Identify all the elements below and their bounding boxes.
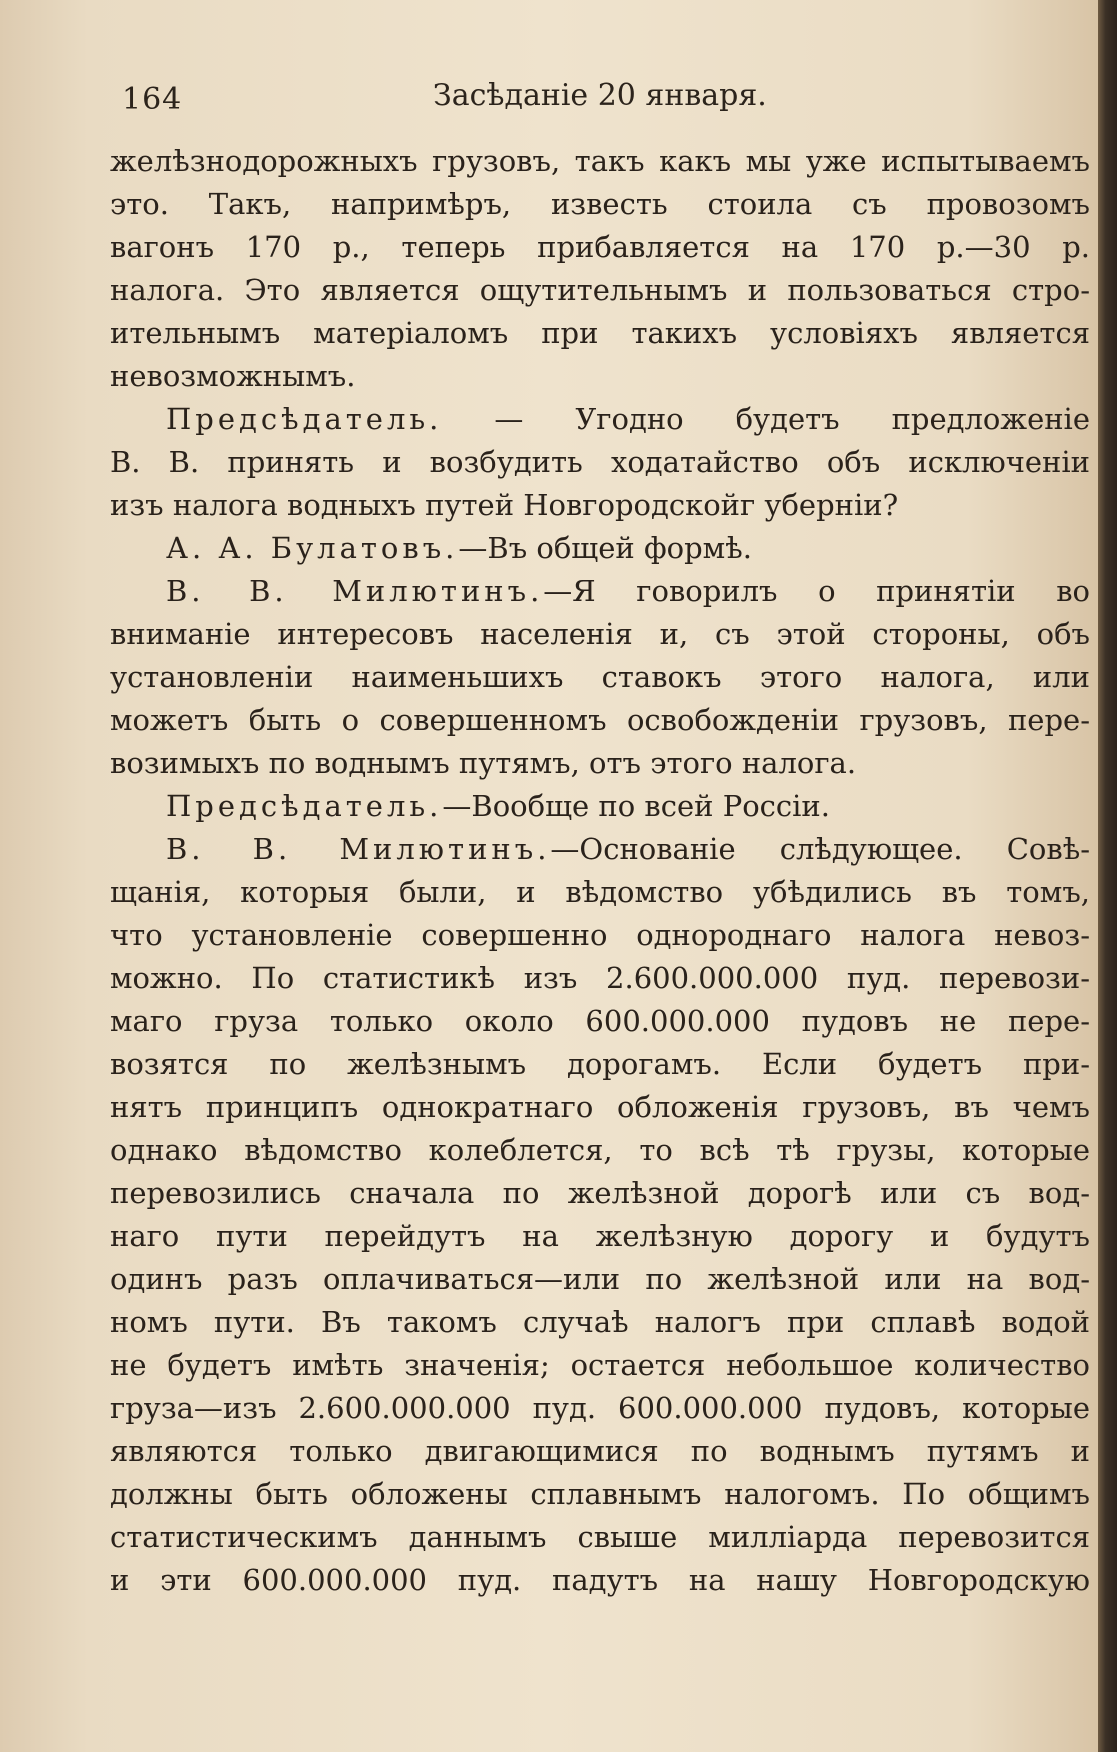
text-line: [110, 484, 1090, 527]
line-text: —Основаніе слѣдующее. Совѣ-: [550, 832, 1090, 866]
text-line: [110, 1086, 1090, 1129]
text-line: [110, 1000, 1090, 1043]
page-header: [110, 72, 1085, 132]
text-line: [110, 269, 1090, 312]
line-text: статистическимъ даннымъ свыше милліарда перевозится: [110, 1520, 1090, 1554]
text-line: [110, 1516, 1090, 1559]
line-text: это. Такъ, напримѣръ, известь стоила съ провозомъ: [110, 187, 1090, 221]
text-line: [110, 613, 1090, 656]
line-text: являются только двигающимися по воднымъ путямъ и: [110, 1434, 1090, 1468]
line-text: что установленіе совершенно однороднаго налога невоз-: [110, 918, 1090, 952]
line-text: вниманіе интересовъ населенія и, съ этой стороны, объ: [110, 617, 1090, 651]
line-text: возятся по желѣзнымъ дорогамъ. Если будетъ при-: [110, 1047, 1090, 1081]
text-line: [110, 1301, 1090, 1344]
line-text: нятъ принципъ однократнаго обложенія грузовъ, въ чемъ: [110, 1090, 1090, 1124]
speaker-name: Предсѣдатель.: [166, 789, 443, 823]
line-text: щанія, которыя были, и вѣдомство убѣдились въ томъ,: [110, 875, 1090, 909]
line-text: перевозились сначала по желѣзной дорогѣ или съ вод-: [110, 1176, 1090, 1210]
text-line: [110, 656, 1090, 699]
line-text: можетъ быть о совершенномъ освобожденіи грузовъ, пере-: [110, 703, 1090, 737]
line-text: должны быть обложены сплавнымъ налогомъ. По общимъ: [110, 1477, 1090, 1511]
line-text: и эти 600.000.000 пуд. падутъ на нашу Новгородскую: [110, 1563, 1090, 1597]
text-line: [110, 957, 1090, 1000]
text-line: [110, 1258, 1090, 1301]
text-line: [110, 1387, 1090, 1430]
line-text: желѣзнодорожныхъ грузовъ, такъ какъ мы уже испытываемъ: [110, 144, 1090, 178]
line-text: номъ пути. Въ такомъ случаѣ налогъ при сплавѣ водой: [110, 1305, 1090, 1339]
speaker-line: [110, 570, 1090, 613]
line-text: изъ налога водныхъ путей Новгородскойг уберніи?: [110, 488, 899, 522]
text-line: [110, 1129, 1090, 1172]
line-text: —Я говорилъ о принятіи во: [543, 574, 1090, 608]
speaker-line: [110, 398, 1090, 441]
text-line: [110, 140, 1090, 183]
text-line: [110, 312, 1090, 355]
text-line: [110, 1559, 1090, 1602]
line-text: однако вѣдомство колеблется, то всѣ тѣ грузы, которые: [110, 1133, 1090, 1167]
line-text: налога. Это является ощутительнымъ и пользоваться стро-: [110, 273, 1090, 307]
text-line: [110, 699, 1090, 742]
line-text: ительнымъ матеріаломъ при такихъ условіяхъ является: [110, 316, 1090, 350]
speaker-name: Предсѣдатель.: [166, 402, 443, 436]
text-line: [110, 355, 1090, 398]
running-title: Засѣданіе 20 января.: [433, 78, 767, 113]
line-text: установленіи наименьшихъ ставокъ этого налога, или: [110, 660, 1090, 694]
text-line: [110, 1430, 1090, 1473]
line-text: вагонъ 170 р., теперь прибавляется на 170 р.—30 р.: [110, 230, 1090, 264]
speaker-line: [110, 527, 1090, 570]
line-text: одинъ разъ оплачиваться—или по желѣзной или на вод-: [110, 1262, 1090, 1296]
body-text: [110, 140, 1090, 1602]
line-text: невозможнымъ.: [110, 359, 356, 393]
speaker-name: В. В. Милютинъ.: [166, 832, 551, 866]
text-line: [110, 441, 1090, 484]
text-line: [110, 183, 1090, 226]
line-text: маго груза только около 600.000.000 пудовъ не пере-: [110, 1004, 1090, 1038]
text-line: [110, 1215, 1090, 1258]
page-number: 164: [122, 82, 183, 117]
line-text: не будетъ имѣть значенія; остается небольшое количество: [110, 1348, 1090, 1382]
text-line: [110, 742, 1090, 785]
text-line: [110, 1473, 1090, 1516]
text-line: [110, 1172, 1090, 1215]
line-text: возимыхъ по воднымъ путямъ, отъ этого налога.: [110, 746, 857, 780]
text-line: [110, 914, 1090, 957]
line-text: —Вообще по всей Россіи.: [442, 789, 830, 823]
line-text: В. В. принять и возбудить ходатайство объ исключеніи: [110, 445, 1090, 479]
speaker-name: В. В. Милютинъ.: [166, 574, 544, 608]
speaker-name: А. А. Булатовъ.: [166, 531, 459, 565]
line-text: наго пути перейдутъ на желѣзную дорогу и будутъ: [110, 1219, 1090, 1253]
text-line: [110, 226, 1090, 269]
text-line: [110, 1344, 1090, 1387]
line-text: груза—изъ 2.600.000.000 пуд. 600.000.000 пудовъ, которые: [110, 1391, 1090, 1425]
speaker-line: [110, 785, 1090, 828]
speaker-line: [110, 828, 1090, 871]
text-line: [110, 871, 1090, 914]
text-line: [110, 1043, 1090, 1086]
line-text: —Въ общей формѣ.: [458, 531, 752, 565]
page-edge-shadow: [1098, 0, 1117, 1752]
line-text: — Угодно будетъ предложеніе: [442, 402, 1090, 436]
line-text: можно. По статистикѣ изъ 2.600.000.000 пуд. перевози-: [110, 961, 1090, 995]
